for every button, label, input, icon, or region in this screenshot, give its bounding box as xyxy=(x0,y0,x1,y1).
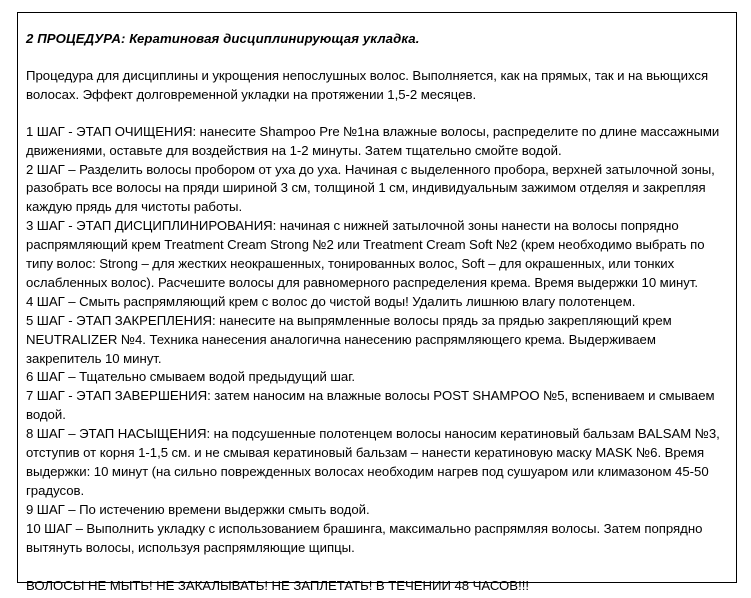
steps-list xyxy=(26,123,725,558)
step-item: 1 ШАГ - ЭТАП ОЧИЩЕНИЯ: нанесите Shampoo Pre №1на влажные волосы, распределите по длине массажными движениями, оставьте для воздействия на 1-2 минуты. Затем тщательно смойте водой. xyxy=(26,123,720,158)
step-item: 4 ШАГ – Смыть распрямляющий крем с волос до чистой воды! Удалить лишнюю влагу полотенцем. xyxy=(26,293,636,309)
step-item: 6 ШАГ – Тщательно смываем водой предыдущий шаг. xyxy=(26,369,356,385)
step-item: 9 ШАГ – По истечению времени выдержки смыть водой. xyxy=(26,501,370,517)
intro-spacer xyxy=(26,105,725,123)
title-spacer xyxy=(26,48,725,67)
intro-paragraph: Процедура для дисциплины и укрощения непослушных волос. Выполняется, как на прямых, так и на вьющихся волосах. Эффект долговременной укладки на протяжении 1,5-2 месяцев. xyxy=(26,67,709,102)
document-frame xyxy=(17,12,737,593)
step-item: 10 ШАГ – Выполнить укладку с использованием брашинга, максимально распрямляя волосы. Затем попрядно вытянуть волосы, используя распрямляющие щипцы. xyxy=(26,520,703,555)
page-title: 2 ПРОЦЕДУРА: Кератиновая дисциплинирующая укладка. xyxy=(26,31,420,46)
step-item: 5 ШАГ - ЭТАП ЗАКРЕПЛЕНИЯ: нанесите на выпрямленные волосы прядь за прядью закрепляющий крем NEUTRALIZER №4. Техника нанесения аналогична нанесению распрямляющего крема. Выдерживаем закрепитель 10 минут. xyxy=(26,312,672,366)
step-item: 7 ШАГ - ЭТАП ЗАВЕРШЕНИЯ: затем наносим на влажные волосы POST SHAMPOO №5, вспениваем и смываем водой. xyxy=(26,388,715,423)
warning-spacer xyxy=(26,558,725,577)
step-item: 8 ШАГ – ЭТАП НАСЫЩЕНИЯ: на подсушенные полотенцем волосы наносим кератиновый бальзам BALSAM №3, отступив от корня 1-1,5 см. и не смывая кератиновый бальзам – нанести кератиновую маску MASK №6. Время выдержки: 10 минут (на сильно поврежденных волосах необходим нагрев под сушуаром или климазоном 45-50 градусов. xyxy=(26,426,720,498)
document-body xyxy=(18,13,736,593)
warning-text: ВОЛОСЫ НЕ МЫТЬ! НЕ ЗАКАЛЫВАТЬ! НЕ ЗАПЛЕТАТЬ! В ТЕЧЕНИИ 48 ЧАСОВ!!! xyxy=(26,577,529,593)
step-item: 3 ШАГ - ЭТАП ДИСЦИПЛИНИРОВАНИЯ: начиная с нижней затылочной зоны нанести на волосы попрядно распрямляющий крем Treatment Cream Strong №2 или Treatment Cream Soft №2 (крем необходимо выбрать по типу волос: Strong – для жестких неокрашенных, тонированных волос, Soft – для окрашенных, или тонких ослабленных волос). Расчешите волосы для равномерного распределения крема. Время выдержки 10 минут. xyxy=(26,218,705,290)
step-item: 2 ШАГ – Разделить волосы пробором от уха до уха. Начиная с выделенного пробора, верхней затылочной зоны, разобрать все волосы на пряди шириной 3 см, толщиной 1 см, индивидуальным зажимом отделяя и закрепляя каждую прядь для чистоты работы. xyxy=(26,161,715,215)
